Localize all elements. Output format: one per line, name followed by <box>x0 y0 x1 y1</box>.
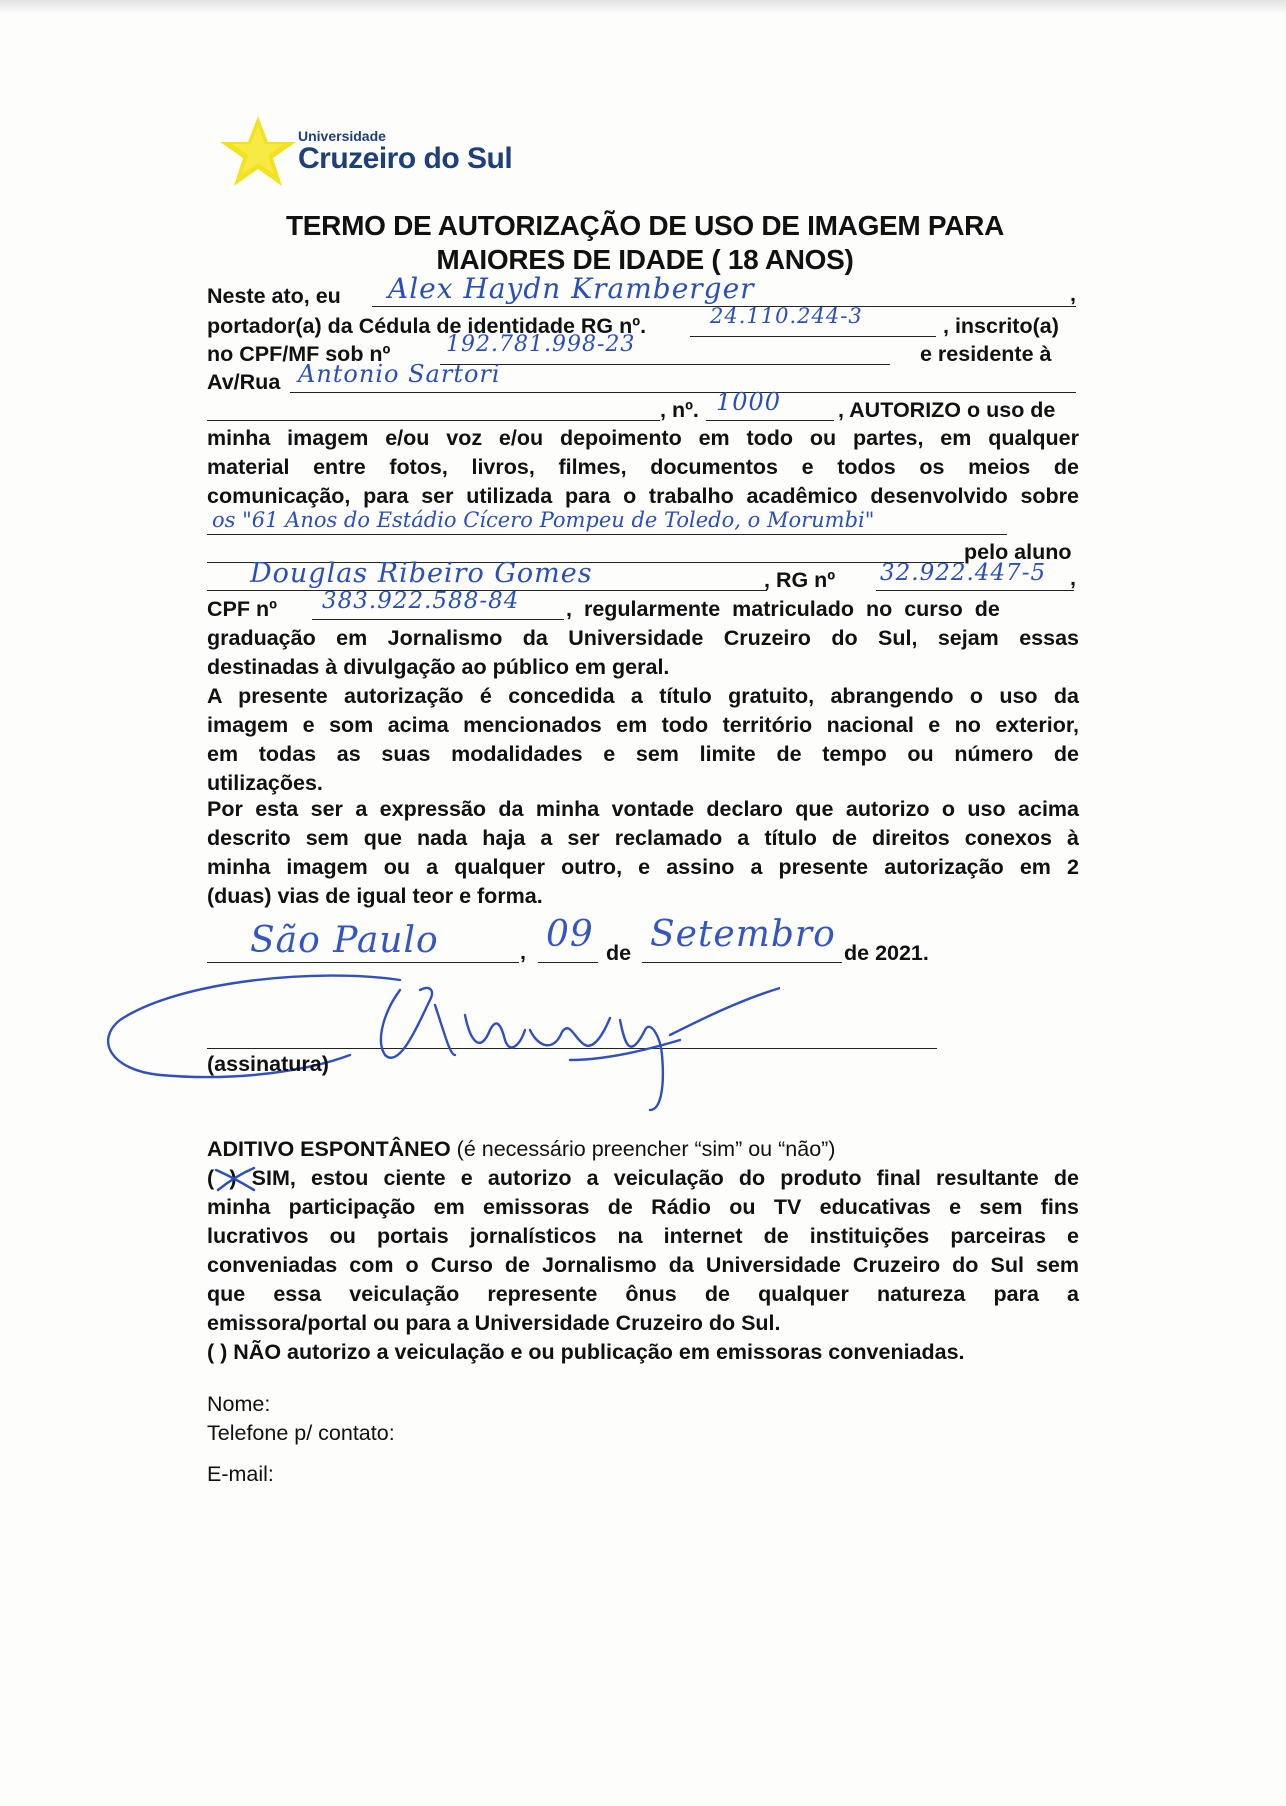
paragraph4-line3: minha imagem ou a qualquer outro, e assino a presente autorização em 2 <box>207 855 1079 879</box>
paragraph3-line1: A presente autorização é concedida a título gratuito, abrangendo o uso da <box>207 684 1079 708</box>
label-cpf2: CPF nº <box>207 597 277 621</box>
handwritten-signature <box>100 960 780 1120</box>
label-pelo-aluno: pelo aluno <box>964 540 1072 564</box>
cpf-line <box>440 364 890 365</box>
star-logo-icon <box>218 112 298 192</box>
paragraph3-last: utilizações. <box>207 771 323 795</box>
paragraph1-line3: comunicação, para ser utilizada para o trabalho acadêmico desenvolvido sobre <box>207 484 1079 508</box>
handwritten-city: São Paulo <box>250 920 439 961</box>
label-email: E-mail: <box>207 1462 274 1486</box>
paragraph1-line2: material entre fotos, livros, filmes, documentos e todos os meios de <box>207 455 1079 479</box>
paragraph2-line1: graduação em Jornalismo da Universidade Cruzeiro do Sul, sejam essas <box>207 626 1079 650</box>
autorizo-bold: autorizo <box>845 797 930 821</box>
paragraph2-last: destinadas à divulgação ao público em geral. <box>207 655 670 679</box>
sim-option-line2: minha participação em emissoras de Rádio ou TV educativas e sem fins <box>207 1195 1079 1219</box>
paragraph3-line2: imagem e som acima mencionados em todo território nacional e no exterior, <box>207 713 1079 737</box>
aditivo-title: ADITIVO ESPONTÂNEO <box>207 1137 451 1161</box>
handwritten-topic: os "61 Anos do Estádio Cícero Pompeu de Toledo, o Morumbi" <box>212 508 875 532</box>
aditivo-note: (é necessário preencher “sim” ou “não”) <box>450 1137 836 1161</box>
rg-line <box>690 336 936 337</box>
handwritten-month: Setembro <box>650 914 836 955</box>
handwritten-number: 1000 <box>716 388 782 416</box>
paragraph4-line1: Por esta ser a expressão da minha vontade declaro que autorizo o uso acima <box>207 797 1079 821</box>
document-title-line1: TERMO DE AUTORIZAÇÃO DE USO DE IMAGEM PARA <box>285 210 1004 241</box>
scan-edge <box>0 0 1286 14</box>
university-logo <box>218 112 558 192</box>
aditivo-heading <box>207 1137 835 1162</box>
sim-option-line5: que essa veiculação represente ônus de qualquer natureza para a <box>207 1282 1079 1306</box>
paragraph3-line3: em todas as suas modalidades e sem limite de tempo ou número de <box>207 742 1079 766</box>
label-neste-ato: Neste ato, eu <box>207 284 341 308</box>
label-nome: Nome: <box>207 1392 271 1416</box>
sim-checkmark-x-icon <box>210 1166 270 1192</box>
label-portador: portador(a) da Cédula de identidade RG nº. <box>207 314 647 338</box>
handwritten-student-rg: 32.922.447-5 <box>880 560 1047 586</box>
sim-option-line4: conveniadas com o Curso de Jornalismo da Universidade Cruzeiro do Sul sem <box>207 1253 1079 1277</box>
label-autorizo: , AUTORIZO o uso de <box>838 398 1056 422</box>
street-line <box>290 392 1076 393</box>
label-rg: , RG nº <box>764 568 836 592</box>
label-date-year: de 2021. <box>844 941 929 965</box>
logo-name-text: Cruzeiro do Sul <box>298 142 513 175</box>
label-avrua: Av/Rua <box>207 370 281 394</box>
street-cont-line <box>207 420 660 421</box>
student-cpf-line <box>312 619 564 620</box>
label-inscrito: , inscrito(a) <box>943 314 1059 338</box>
logo-university-text: Universidade <box>298 128 386 144</box>
document-title-line2: MAIORES DE IDADE ( 18 ANOS) <box>436 244 854 275</box>
label-residente: e residente à <box>920 342 1052 366</box>
label-assinatura: (assinatura) <box>207 1052 329 1076</box>
paragraph4-last: (duas) vias de igual teor e forma. <box>207 884 543 908</box>
topic-line <box>207 534 1007 535</box>
handwritten-student: Douglas Ribeiro Gomes <box>250 558 593 589</box>
paragraph4-line2: descrito sem que nada haja a ser reclamado a título de direitos conexos à <box>207 826 1079 850</box>
handwritten-street: Antonio Sartori <box>298 360 501 388</box>
label-cpf: no CPF/MF sob nº <box>207 342 391 366</box>
sim-option-line1: ( ) SIM, estou ciente e autorizo a veiculação do produto final resultante de <box>207 1166 1079 1190</box>
sim-option-line3: lucrativos ou portais jornalísticos na internet de instituições parceiras e <box>207 1224 1079 1248</box>
handwritten-cpf: 192.781.998-23 <box>446 332 636 357</box>
student-rg-line <box>876 590 1074 591</box>
label-date-de: de <box>606 941 632 965</box>
handwritten-name: Alex Haydn Kramberger <box>388 272 755 305</box>
handwritten-day: 09 <box>546 914 594 955</box>
handwritten-rg: 24.110.244-3 <box>710 304 863 328</box>
number-line <box>706 420 834 421</box>
paragraph1-line1: minha imagem e/ou voz e/ou depoimento em todo ou partes, em qualquer <box>207 426 1079 450</box>
handwritten-student-cpf: 383.922.588-84 <box>322 588 520 614</box>
label-matriculado: , regularmente matriculado no curso de <box>566 597 1000 621</box>
label-numero: , nº. <box>660 398 699 422</box>
sim-option-last: emissora/portal ou para a Universidade Cruzeiro do Sul. <box>207 1311 781 1335</box>
nao-option: ( ) NÃO autorizo a veiculação e ou publicação em emissoras conveniadas. <box>207 1340 965 1364</box>
label-telefone: Telefone p/ contato: <box>207 1421 395 1445</box>
